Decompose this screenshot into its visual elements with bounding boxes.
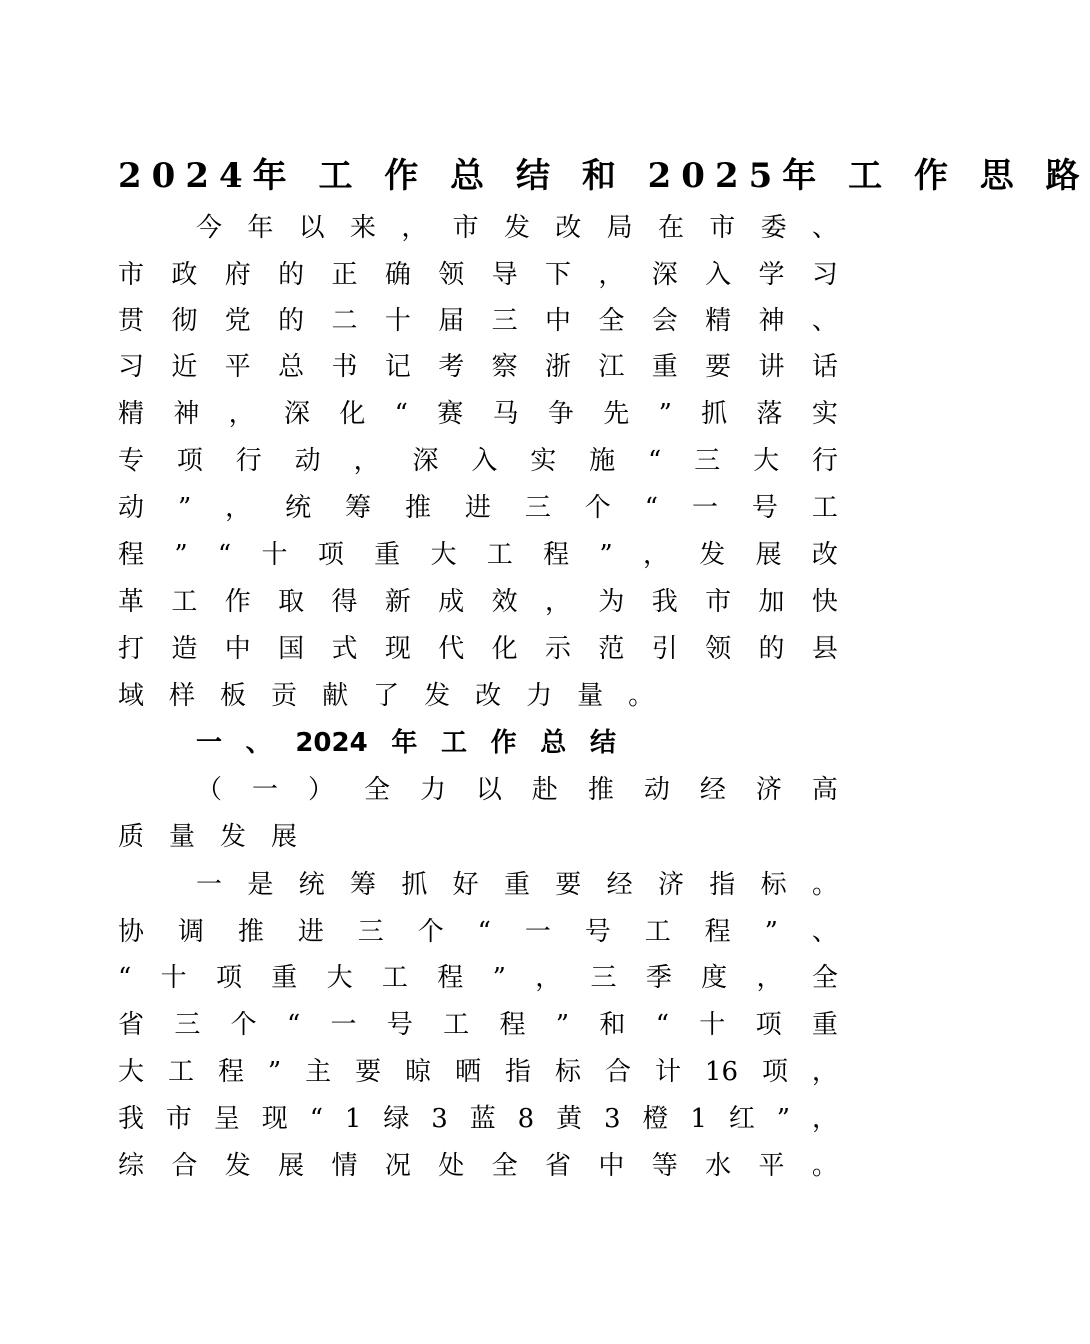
text-line: 程 ” “ 十 项 重 大 工 程 ” ， 发 展 改 [118,540,838,570]
text-line: 动 ” ， 统 筹 推 进 三 个 “ 一 号 工 [118,493,838,523]
section-heading: 一 、 2024 年 工 作 总 结 [196,728,616,758]
text-line: 贯 彻 党 的 二 十 届 三 中 全 会 精 神 、 [118,306,838,336]
text-line: （ 一 ） 全 力 以 赴 推 动 经 济 高 [196,775,838,805]
text-line: 今 年 以 来 ， 市 发 改 局 在 市 委 、 [196,213,838,243]
text-line: 协 调 推 进 三 个 “ 一 号 工 程 ” 、 [118,917,838,947]
text-line: 革 工 作 取 得 新 成 效 ， 为 我 市 加 快 [118,587,838,617]
text-line: 大 工 程 ” 主 要 晾 晒 指 标 合 计 16 项 ， [118,1057,838,1087]
text-line: 精 神 ， 深 化 “ 赛 马 争 先 ” 抓 落 实 [118,399,838,429]
text-line: 我 市 呈 现 “ 1 绿 3 蓝 8 黄 3 橙 1 红 ” ， [118,1104,838,1134]
text-line: 市 政 府 的 正 确 领 导 下 ， 深 入 学 习 [118,260,838,290]
text-line: 域 样 板 贡 献 了 发 改 力 量 。 [118,681,655,711]
document-title: 2024年 工 作 总 结 和 2025年 工 作 思 路 [118,156,1090,196]
text-line: 习 近 平 总 书 记 考 察 浙 江 重 要 讲 话 [118,352,838,382]
text-line: 专 项 行 动 ， 深 入 实 施 “ 三 大 行 [118,446,838,476]
text-line: 质 量 发 展 [118,822,298,852]
text-line: “ 十 项 重 大 工 程 ” ， 三 季 度 ， 全 [118,963,838,993]
text-line: 省 三 个 “ 一 号 工 程 ” 和 “ 十 项 重 [118,1010,838,1040]
text-line: 综 合 发 展 情 况 处 全 省 中 等 水 平 。 [118,1151,838,1181]
text-line: 一 是 统 筹 抓 好 重 要 经 济 指 标 。 [196,870,838,900]
text-line: 打 造 中 国 式 现 代 化 示 范 引 领 的 县 [118,634,838,664]
